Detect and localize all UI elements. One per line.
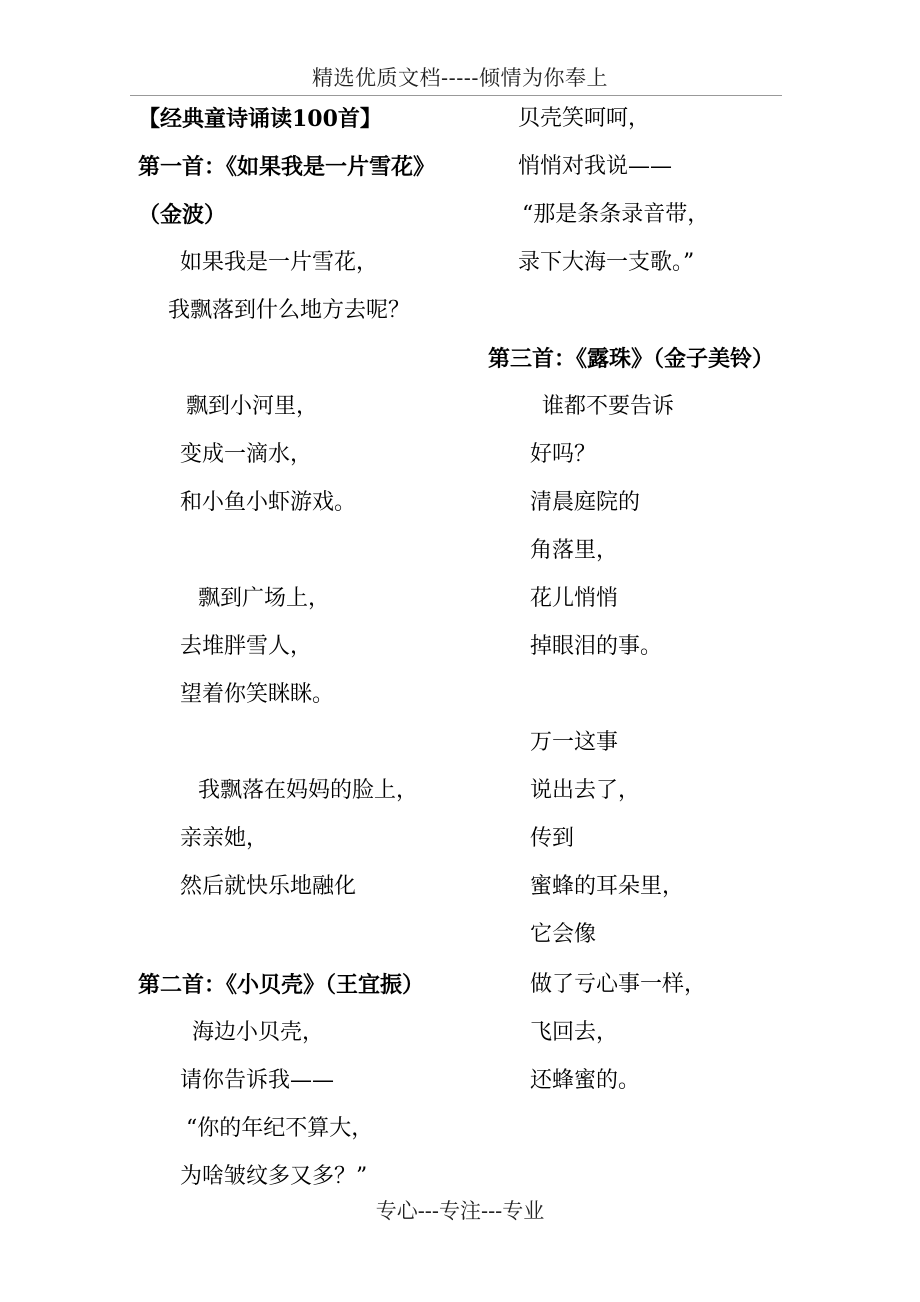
poem3-line: 还蜂蜜的。 bbox=[530, 1068, 641, 1093]
poem3-line: 它会像 bbox=[530, 922, 597, 947]
header-divider bbox=[130, 95, 782, 96]
poem1-line: 如果我是一片雪花， bbox=[180, 250, 379, 275]
poem1-line: 然后就快乐地融化 bbox=[180, 874, 357, 899]
poem3-line: 角落里， bbox=[530, 538, 619, 563]
poem1-line: 去堆胖雪人， bbox=[180, 634, 313, 659]
poem3-line: 做了亏心事一样， bbox=[530, 972, 707, 997]
poem1-line: 望着你笑眯眯。 bbox=[180, 682, 335, 707]
poem3-line: 传到 bbox=[530, 826, 575, 851]
poem2-line: 海边小贝壳， bbox=[192, 1020, 325, 1045]
poem3-heading: 第三首：《露珠》（金子美铃） bbox=[488, 346, 775, 372]
poem3-line: 好吗？ bbox=[530, 442, 597, 467]
page-footer: 专心---专注---专业 bbox=[375, 1199, 545, 1223]
poem2-line: 为啥皱纹多又多？” bbox=[180, 1164, 368, 1189]
poem2-heading: 第二首：《小贝壳》（王宜振） bbox=[138, 972, 425, 998]
poem3-line: 万一这事 bbox=[530, 730, 619, 755]
poem1-heading: 第一首：《如果我是一片雪花》 bbox=[138, 154, 436, 180]
poem1-line: 飘到小河里， bbox=[186, 394, 319, 419]
poem3-line: 花儿悄悄 bbox=[530, 586, 619, 611]
page-header: 精选优质文档-----倾情为你奉上 bbox=[312, 66, 608, 90]
document-title: 【经典童诗诵读100首】 bbox=[138, 106, 382, 132]
poem3-line: 清晨庭院的 bbox=[530, 490, 641, 515]
poem1-line: 变成一滴水， bbox=[180, 442, 313, 467]
poem3-line: 掉眼泪的事。 bbox=[530, 634, 663, 659]
poem2-continued-line: “那是条条录音带， bbox=[522, 202, 710, 227]
poem2-continued-line: 悄悄对我说—— bbox=[518, 154, 673, 179]
poem1-line: 我飘落到什么地方去呢？ bbox=[168, 298, 411, 323]
poem1-author: （金波） bbox=[138, 202, 227, 228]
poem3-line: 飞回去， bbox=[530, 1020, 619, 1045]
poem2-continued-line: 贝壳笑呵呵， bbox=[518, 106, 651, 131]
poem1-line: 和小鱼小虾游戏。 bbox=[180, 490, 357, 515]
poem2-line: 请你告诉我—— bbox=[180, 1068, 335, 1093]
poem3-line: 谁都不要告诉 bbox=[542, 394, 675, 419]
poem3-line: 说出去了， bbox=[530, 778, 641, 803]
poem1-line: 我飘落在妈妈的脸上， bbox=[198, 778, 419, 803]
poem2-line: “你的年纪不算大， bbox=[186, 1116, 374, 1141]
poem1-line: 飘到广场上， bbox=[198, 586, 331, 611]
poem2-continued-line: 录下大海一支歌。” bbox=[518, 250, 695, 275]
poem1-line: 亲亲她， bbox=[180, 826, 269, 851]
poem3-line: 蜜蜂的耳朵里， bbox=[530, 874, 685, 899]
